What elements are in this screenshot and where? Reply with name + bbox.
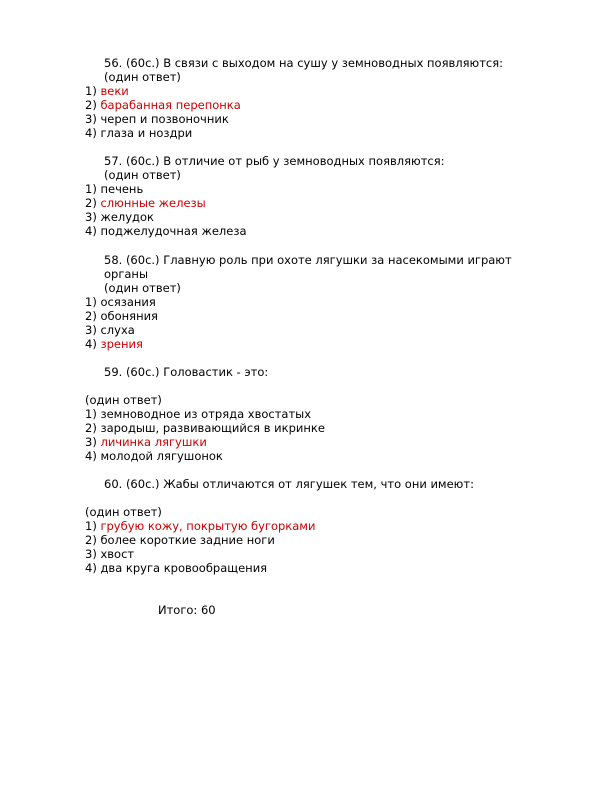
question-title	[85, 365, 545, 379]
answer-text: хвост	[100, 547, 135, 561]
answer-option: 2) зародыш, развивающийся в икринке	[85, 421, 325, 435]
question-text: Головастик - это:	[163, 365, 269, 379]
total-score: Итого: 60	[158, 603, 216, 617]
answer-option: 2) барабанная перепонка	[85, 98, 241, 112]
answer-option: 1) земноводное из отряда хвостатых	[85, 407, 312, 421]
spacer	[85, 491, 545, 505]
question-text: Главную роль при охоте лягушки за насекомыми играют	[163, 253, 512, 267]
answer-option: 3) череп и позвоночник	[85, 112, 229, 126]
answer-option: 1) грубую кожу, покрытую бугорками	[85, 519, 316, 533]
answer-option: 3) желудок	[85, 210, 154, 224]
question-58	[85, 253, 545, 351]
answer-text: желудок	[100, 210, 154, 224]
answer-option: 2) обоняния	[85, 309, 158, 323]
answer-mode: (один ответ)	[104, 281, 181, 295]
question-title	[85, 154, 545, 168]
answer-text-correct: личинка лягушки	[100, 435, 207, 449]
answer-option: 3) личинка лягушки	[85, 435, 207, 449]
answer-option: 3) хвост	[85, 547, 135, 561]
question-57	[85, 154, 545, 238]
answer-text: осязания	[100, 295, 156, 309]
answer-text: поджелудочная железа	[100, 224, 247, 238]
question-text: В связи с выходом на сушу у земноводных появляются:	[163, 56, 504, 70]
answer-text: обоняния	[100, 309, 158, 323]
question-number: 56. (60c.)	[104, 56, 160, 70]
answer-text-correct: грубую кожу, покрытую бугорками	[100, 519, 316, 533]
answer-text-correct: зрения	[100, 337, 143, 351]
answer-option: 4) глаза и ноздри	[85, 126, 193, 140]
answer-option: 1) веки	[85, 84, 129, 98]
answer-text-correct: веки	[100, 84, 129, 98]
question-title	[85, 477, 545, 491]
answer-mode: (один ответ)	[85, 393, 162, 407]
answer-text-correct: слюнные железы	[100, 196, 206, 210]
answer-option: 1) печень	[85, 182, 144, 196]
question-text: В отличие от рыб у земноводных появляются:	[163, 154, 445, 168]
answer-option: 4) молодой лягушонок	[85, 449, 223, 463]
answer-text: глаза и ноздри	[100, 126, 193, 140]
answer-text: более короткие задние ноги	[100, 533, 275, 547]
answer-mode: (один ответ)	[104, 168, 181, 182]
answer-option: 2) слюнные железы	[85, 196, 206, 210]
answer-text: слуха	[100, 323, 135, 337]
answer-text: два круга кровообращения	[100, 561, 268, 575]
answer-text-correct: барабанная перепонка	[100, 98, 241, 112]
question-title	[85, 253, 545, 267]
answer-option: 3) слуха	[85, 323, 135, 337]
question-59	[85, 365, 545, 463]
question-number: 57. (60c.)	[104, 154, 160, 168]
question-60	[85, 477, 545, 575]
answer-text: земноводное из отряда хвостатых	[100, 407, 312, 421]
question-number: 59. (60c.)	[104, 365, 160, 379]
answer-mode: (один ответ)	[85, 505, 162, 519]
answer-mode: (один ответ)	[104, 70, 181, 84]
answer-option: 2) более короткие задние ноги	[85, 533, 275, 547]
spacer	[85, 379, 545, 393]
question-number: 58. (60c.)	[104, 253, 160, 267]
answer-text: череп и позвоночник	[100, 112, 229, 126]
answer-text: молодой лягушонок	[100, 449, 223, 463]
answer-option: 4) два круга кровообращения	[85, 561, 268, 575]
answer-option: 4) зрения	[85, 337, 143, 351]
question-number: 60. (60c.)	[104, 477, 160, 491]
question-title	[85, 56, 545, 70]
answer-option: 4) поджелудочная железа	[85, 224, 247, 238]
answer-text: печень	[100, 182, 144, 196]
answer-text: зародыш, развивающийся в икринке	[100, 421, 325, 435]
question-56	[85, 56, 545, 140]
question-text-continued: органы	[104, 267, 149, 281]
answer-option: 1) осязания	[85, 295, 156, 309]
question-text: Жабы отличаются от лягушек тем, что они имеют:	[163, 477, 474, 491]
